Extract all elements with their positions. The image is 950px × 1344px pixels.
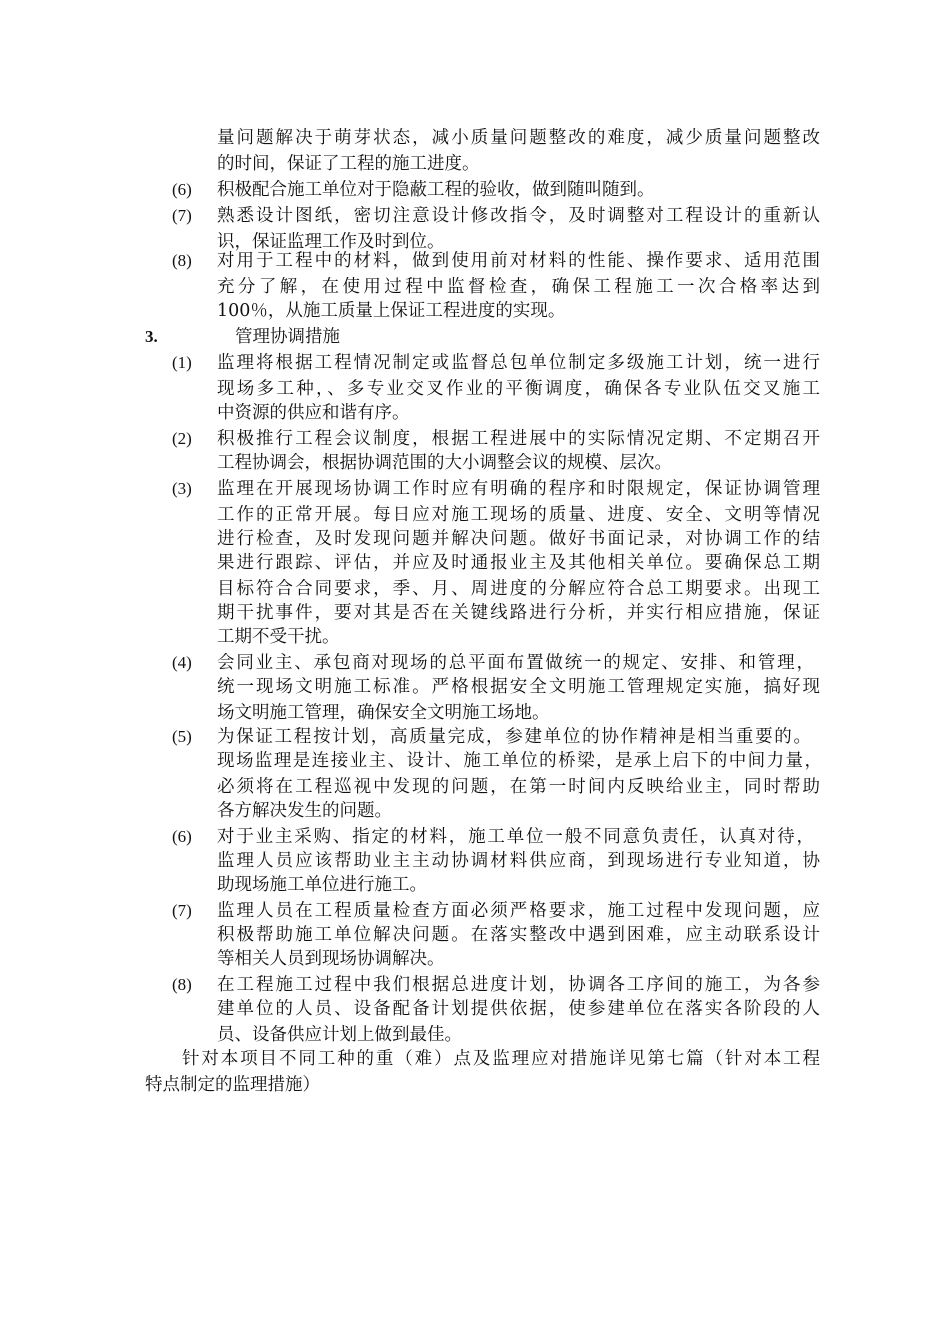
- list-item-line: 场文明施工管理，确保安全文明施工场地。: [217, 703, 550, 723]
- list-item-line: 建单位的人员、设备配备计划提供依据，使参建单位在落实各阶段的人: [217, 999, 820, 1019]
- list-item-line: 积极配合施工单位对于隐蔽工程的验收，做到随叫随到。: [217, 180, 655, 200]
- list-item-line: 充分了解，在使用过程中监督检查，确保工程施工一次合格率达到: [217, 277, 820, 297]
- list-item-line: 工程协调会，根据协调范围的大小调整会议的规模、层次。: [217, 453, 672, 473]
- continuation-line: 量问题解决于萌芽状态，减小质量问题整改的难度，减少质量问题整改: [217, 128, 820, 148]
- list-item-line: 统一现场文明施工标准。严格根据安全文明施工管理规定实施，搞好现: [217, 677, 820, 697]
- list-item-line: 必须将在工程巡视中发现的问题，在第一时间内反映给业主，同时帮助: [217, 777, 820, 797]
- list-item-line: 期干扰事件，要对其是否在关键线路进行分析，并实行相应措施，保证: [217, 603, 820, 623]
- list-number: (7): [172, 206, 192, 225]
- list-item-line: 员、设备供应计划上做到最佳。: [217, 1025, 462, 1045]
- list-number: (5): [172, 727, 192, 746]
- list-item-line: 工期不受干扰。: [217, 627, 340, 647]
- list-item-line: 进行检查，及时发现问题并解决问题。做好书面记录，对协调工作的结: [217, 529, 820, 549]
- list-item-line: 现场监理是连接业主、设计、施工单位的桥梁，是承上启下的中间力量，: [217, 751, 822, 771]
- list-number: (1): [172, 353, 192, 372]
- list-item-line: 会同业主、承包商对现场的总平面布置做统一的规定、安排、和管理，: [217, 653, 814, 673]
- list-item-line: 监理人员应该帮助业主主动协调材料供应商，到现场进行专业知道，协: [217, 851, 820, 871]
- list-item-line: 监理人员在工程质量检查方面必须严格要求，施工过程中发现问题，应: [217, 901, 820, 921]
- list-number: (2): [172, 429, 192, 448]
- list-item-line: 识，保证监理工作及时到位。: [217, 232, 445, 252]
- list-item-line: 监理将根据工程情况制定或监督总包单位制定多级施工计划，统一进行: [217, 353, 820, 373]
- list-number: (8): [172, 975, 192, 994]
- list-item-line: 现场多工种，、多专业交叉作业的平衡调度，确保各专业队伍交叉施工: [217, 379, 820, 399]
- list-item-line: 100％，从施工质量上保证工程进度的实现。: [217, 301, 566, 321]
- list-item-line: 对用于工程中的材料，做到使用前对材料的性能、操作要求、适用范围: [217, 251, 820, 271]
- list-item-line: 积极推行工程会议制度，根据工程进展中的实际情况定期、不定期召开: [217, 429, 820, 449]
- closing-paragraph-line: 特点制定的监理措施）: [145, 1075, 320, 1095]
- list-item-line: 工作的正常开展。每日应对施工现场的质量、进度、安全、文明等情况: [217, 505, 820, 525]
- list-number: (8): [172, 251, 192, 270]
- list-item-line: 各方解决发生的问题。: [217, 801, 392, 821]
- list-item-line: 为保证工程按计划，高质量完成，参建单位的协作精神是相当重要的。: [217, 727, 811, 747]
- list-number: (4): [172, 653, 192, 672]
- list-item-line: 监理在开展现场协调工作时应有明确的程序和时限规定，保证协调管理: [217, 479, 820, 499]
- list-number: (6): [172, 180, 192, 199]
- continuation-line: 的时间，保证了工程的施工进度。: [217, 154, 480, 174]
- list-item-line: 熟悉设计图纸，密切注意设计修改指令，及时调整对工程设计的重新认: [217, 206, 820, 226]
- list-item-line: 在工程施工过程中我们根据总进度计划，协调各工序间的施工，为各参: [217, 975, 820, 995]
- list-item-line: 积极帮助施工单位解决问题。在落实整改中遇到困难，应主动联系设计: [217, 925, 820, 945]
- list-item-line: 助现场施工单位进行施工。: [217, 875, 427, 895]
- closing-paragraph-line: 针对本项目不同工种的重（难）点及监理应对措施详见第七篇（针对本工程: [182, 1049, 820, 1069]
- section-title: 管理协调措施: [235, 327, 340, 347]
- list-number: (6): [172, 827, 192, 846]
- list-number: (3): [172, 479, 192, 498]
- section-number: 3.: [145, 327, 158, 346]
- list-number: (7): [172, 901, 192, 920]
- list-item-line: 果进行跟踪、评估，并应及时通报业主及其他相关单位。要确保总工期: [217, 553, 820, 573]
- list-item-line: 等相关人员到现场协调解决。: [217, 949, 445, 969]
- list-item-line: 目标符合合同要求，季、月、周进度的分解应符合总工期要求。出现工: [217, 579, 820, 599]
- list-item-line: 中资源的供应和谐有序。: [217, 403, 410, 423]
- list-item-line: 对于业主采购、指定的材料，施工单位一般不同意负责任，认真对待，: [217, 827, 814, 847]
